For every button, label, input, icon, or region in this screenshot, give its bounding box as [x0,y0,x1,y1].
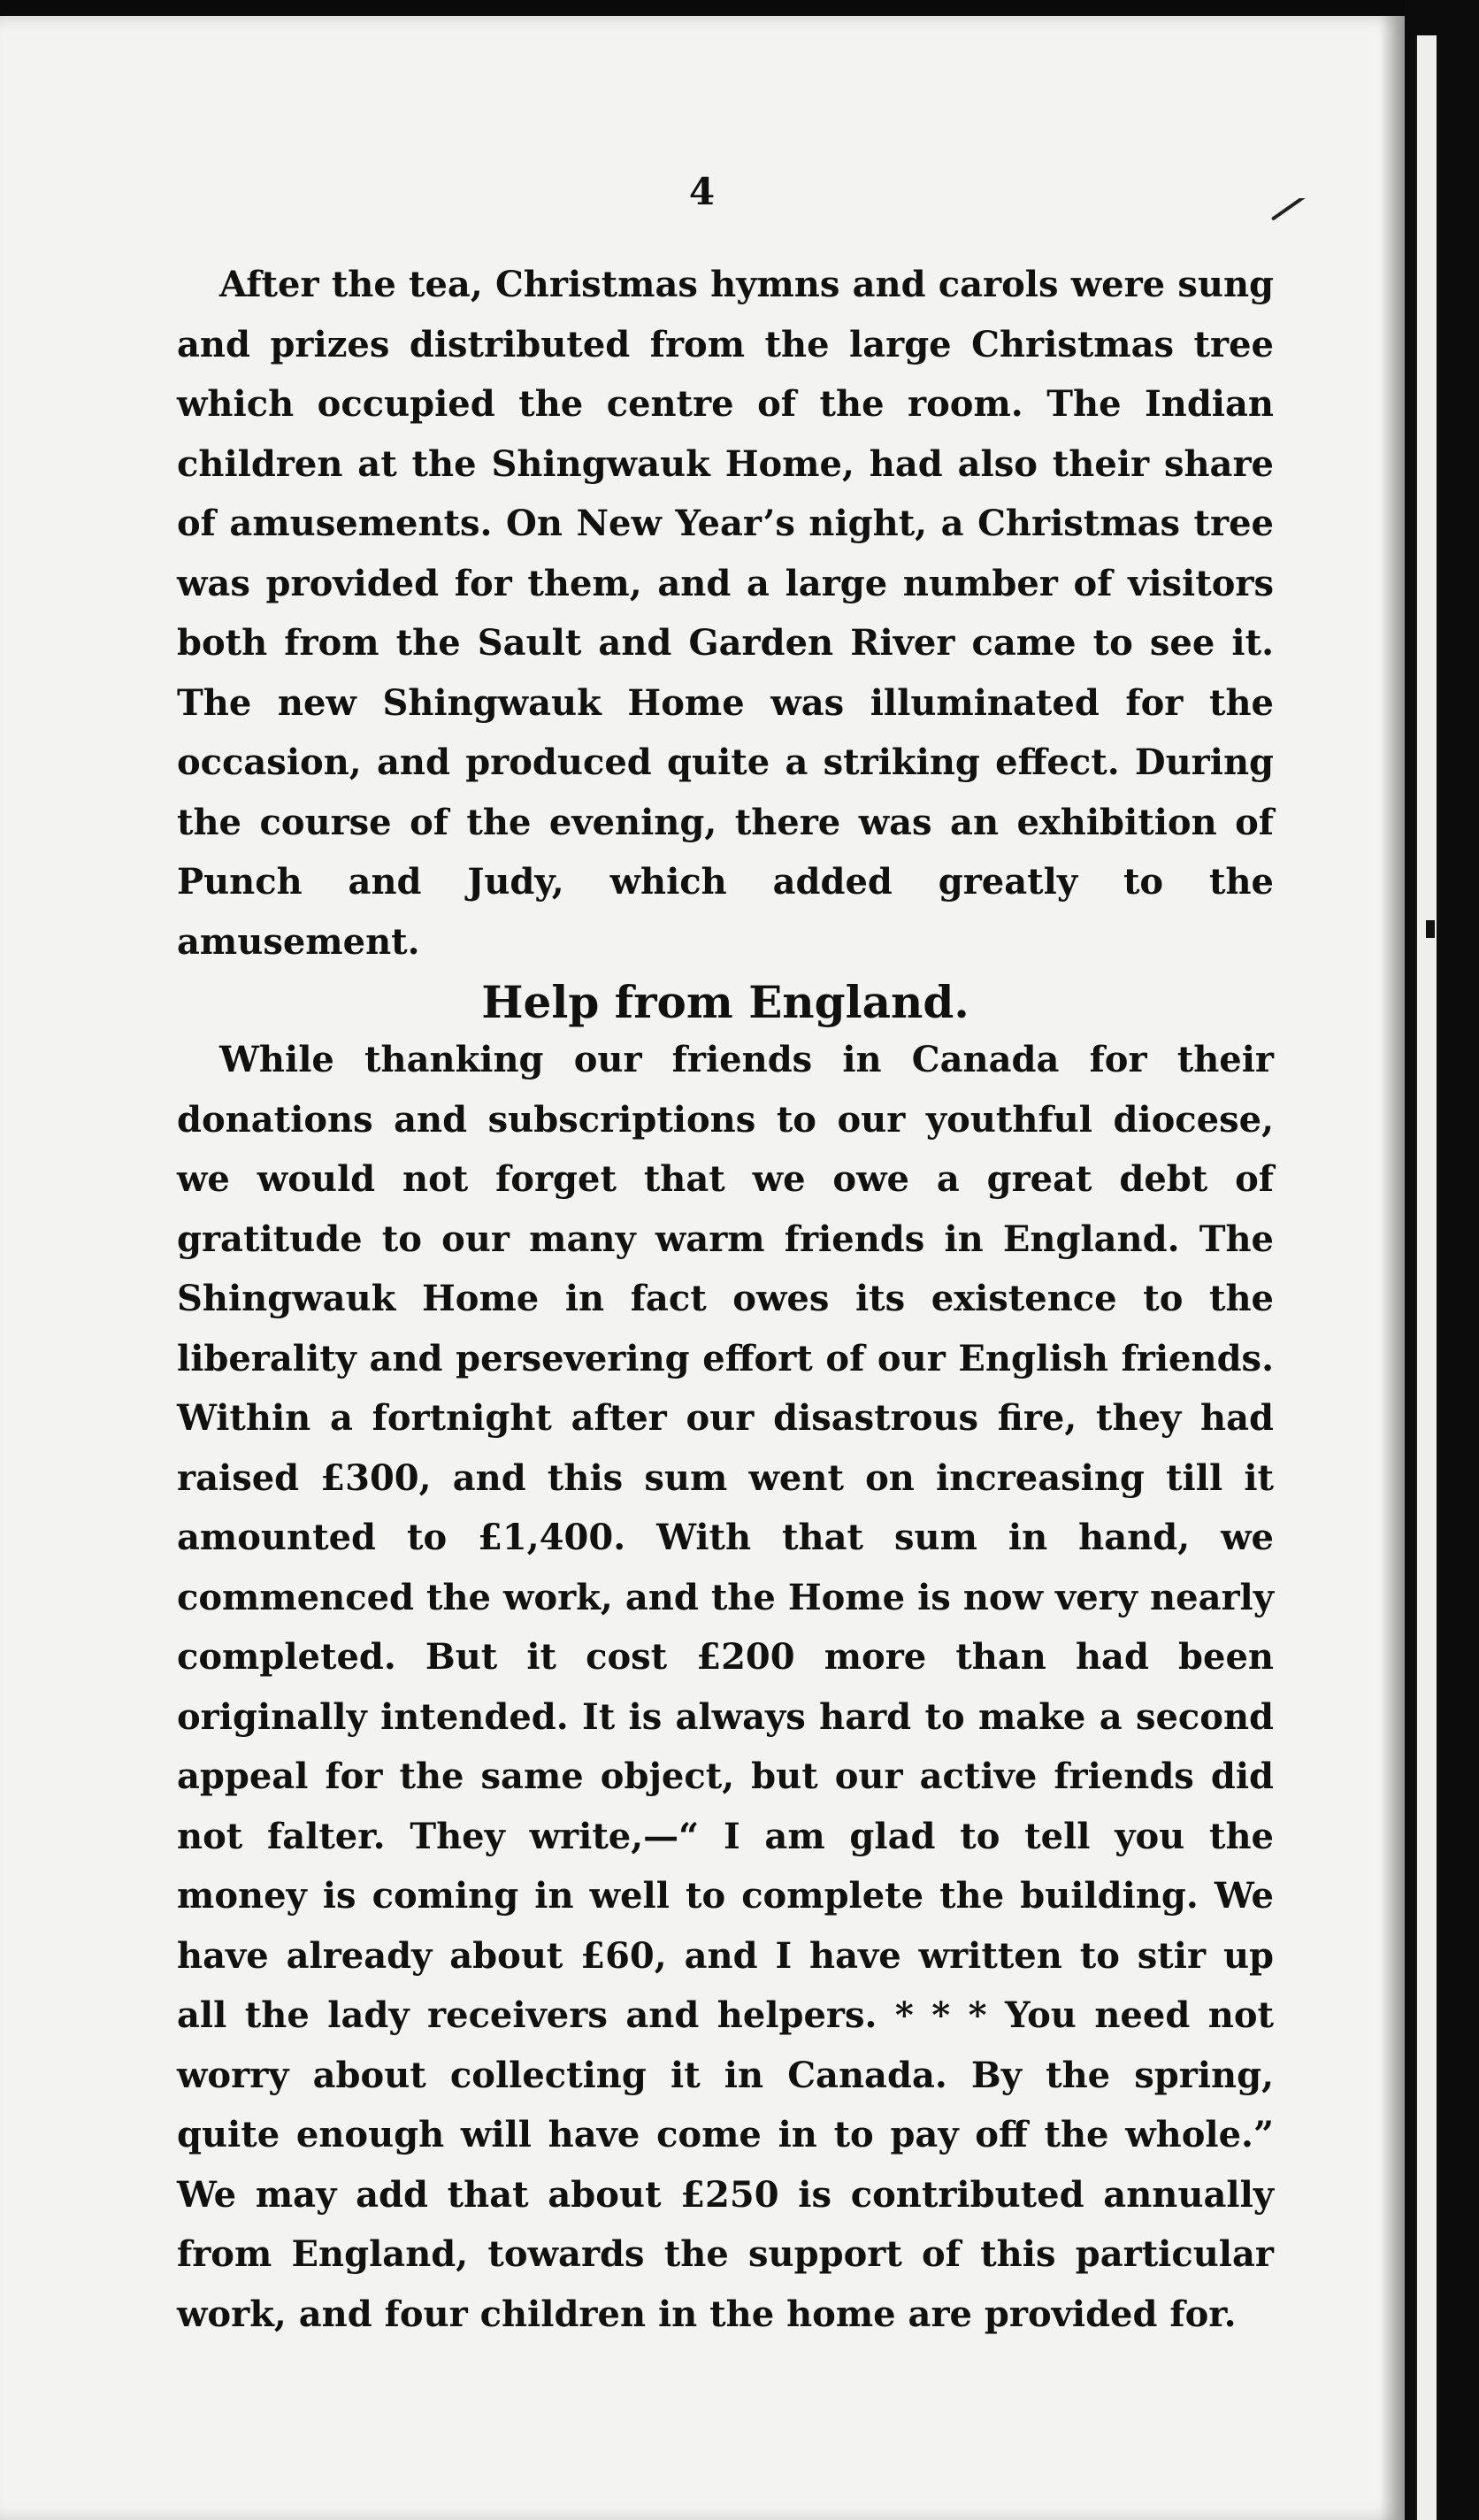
page-gutter-shadow [1380,16,1405,2520]
paragraph-christmas-festivities: After the tea, Christmas hymns and carols were sung and prizes distributed from the large Christmas tree which occupied the centre of the room. The Indian children at the Shingwauk Home, had also their share of amusements. On New Year’s night, a Christmas tree was provided for them, and a large number of visitors both from the Sault and Garden River came to see it. The new Shingwauk Home was illuminated for the occasion, and produced quite a striking effect. During the course of the evening, there was an exhibition of Punch and Judy, which added greatly to the amusement. [177,264,1274,963]
section-heading: Help from England. [481,976,969,1028]
body-text [177,255,1274,2344]
paragraph-help-from-england: While thanking our friends in Canada for their donations and subscriptions to our youthful diocese, we would not forget that we owe a great debt of gratitude to our many warm friends in England. The Shingwauk Home in fact owes its existence to the liberality and persevering effort of our English friends. Within a fortnight after our disastrous fire, they had raised £300, and this sum went on increasing till it amounted to £1,400. With that sum in hand, we commenced the work, and the Home is now very nearly completed. But it cost £200 more than had been originally intended. It is always hard to make a second appeal for the same object, but our active friends did not falter. They write,—“ I am glad to tell you the money is coming in well to complete the building. We have already about £60, and I have written to stir up all the lady receivers and helpers. * * * You need not worry about collecting it in Canada. By the spring, quite enough will have come in to pay off the whole.” We may add that about £250 is contributed annually from England, towards the support of this particular work, and four children in the home are provided for. [177,1039,1274,2335]
page-edge-mark [1426,920,1435,938]
next-page-edge [1415,35,1437,2520]
page-number: 4 [688,170,717,213]
